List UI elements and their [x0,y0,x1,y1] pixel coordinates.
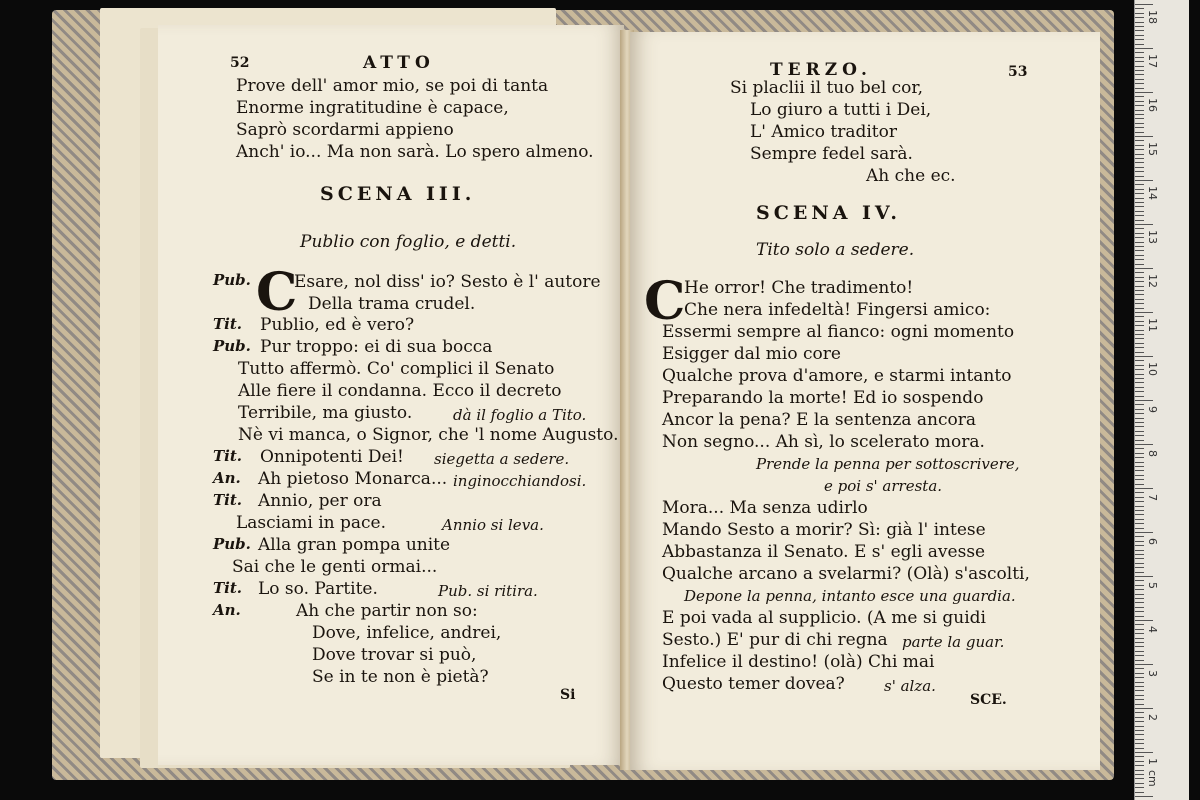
body-line: Infelice il destino! (olà) Chi mai [662,652,935,672]
ruler-tick [1135,224,1153,225]
ruler-tick [1135,598,1144,599]
ruler-tick [1135,479,1144,480]
ruler-tick [1135,695,1144,696]
ruler-tick [1135,554,1144,555]
ruler-tick [1135,176,1144,177]
ruler-tick [1135,756,1144,757]
stage-direction: Annio si leva. [442,516,544,534]
ruler-tick [1135,616,1144,617]
verse-line: Sempre fedel sarà. [750,144,913,164]
ruler-tick [1135,242,1144,243]
ruler-tick [1135,101,1144,102]
ruler-number: 7 [1146,494,1159,501]
ruler-tick [1135,488,1153,489]
ruler-number: 9 [1146,406,1159,413]
ruler-tick [1135,633,1144,634]
dialogue-line: Onnipotenti Dei! [260,447,404,467]
ruler-number: 1 [1146,758,1159,765]
ruler-tick [1135,765,1144,766]
stage-direction: Prende la penna per sottoscrivere, [756,455,1020,473]
stage-direction: Depone la penna, intanto esce una guardia. [684,587,1016,605]
ruler-tick [1135,462,1144,463]
ruler-tick [1135,206,1144,207]
ruler-tick [1135,330,1144,331]
ruler-tick [1135,352,1144,353]
ruler-tick [1135,26,1144,27]
ruler-tick [1135,638,1144,639]
ruler-tick [1135,237,1144,238]
ruler-tick [1135,356,1153,357]
ruler-tick [1135,664,1153,665]
ruler-tick [1135,431,1144,432]
ruler-tick [1135,44,1144,45]
ruler-tick [1135,220,1144,221]
speaker-label: Pub. [213,337,251,355]
page-number: 53 [1008,64,1028,80]
stage-direction: Pub. si ritira. [438,582,538,600]
ruler-tick [1135,162,1144,163]
dialogue-line: Publio, ed è vero? [260,315,415,335]
dialogue-line: Alla gran pompa unite [258,535,451,555]
verse-line: Anch' io... Ma non sarà. Lo spero almeno. [236,142,594,162]
ruler-tick [1135,642,1144,643]
body-line: Qualche prova d'amore, e starmi intanto [662,366,1012,386]
body-line: Mora... Ma senza udirlo [662,498,868,518]
measurement-ruler [1134,0,1189,800]
ruler-tick [1135,255,1144,256]
ruler-tick [1135,316,1144,317]
ruler-tick [1135,708,1153,709]
ruler-tick [1135,444,1153,445]
ruler-tick [1135,299,1144,300]
ruler-tick [1135,717,1144,718]
dialogue-line: Dove trovar si può, [312,645,477,665]
ruler-tick [1135,752,1153,753]
ruler-tick [1135,387,1144,388]
verse-line: Ah che ec. [866,166,956,186]
body-line: Sesto.) E' pur di chi regna [662,630,888,650]
body-line: He orror! Che tradimento! [684,278,914,298]
ruler-tick [1135,532,1153,533]
dialogue-line: Ah pietoso Monarca... [258,469,448,489]
ruler-tick [1135,770,1144,771]
ruler-number: 14 [1146,186,1159,200]
body-line: Mando Sesto a morir? Sì: già l' intese [662,520,986,540]
ruler-tick [1135,167,1144,168]
ruler-tick [1135,712,1144,713]
ruler-tick [1135,528,1144,529]
ruler-tick [1135,682,1144,683]
ruler-tick [1135,792,1144,793]
ruler-tick [1135,558,1144,559]
ruler-tick [1135,22,1144,23]
ruler-tick [1135,721,1144,722]
dialogue-line: Dove, infelice, andrei, [312,623,502,643]
ruler-tick [1135,523,1144,524]
ruler-tick [1135,519,1144,520]
stage-direction: siegetta a sedere. [434,450,570,468]
speaker-label: Pub. [213,535,251,553]
body-line: Ancor la pena? E la sentenza ancora [662,410,976,430]
ruler-tick [1135,123,1144,124]
dialogue-line: Esare, nol diss' io? Sesto è l' autore [294,272,601,292]
stage-direction: e poi s' arresta. [824,477,943,495]
ruler-tick [1135,748,1144,749]
ruler-tick [1135,743,1144,744]
ruler-tick [1135,686,1144,687]
ruler-tick [1135,563,1144,564]
stage-direction: inginocchiandosi. [453,472,587,490]
ruler-number: 5 [1146,582,1159,589]
ruler-tick [1135,259,1144,260]
ruler-tick [1135,79,1144,80]
speaker-label: Pub. [213,271,251,289]
ruler-tick [1135,484,1144,485]
ruler-tick [1135,132,1144,133]
speaker-label: An. [213,469,241,487]
ruler-tick [1135,466,1144,467]
scene-title: SCENA IV. [756,202,901,224]
ruler-tick [1135,281,1144,282]
verse-line: Saprò scordarmi appieno [236,120,454,140]
ruler-tick [1135,536,1144,537]
ruler-tick [1135,8,1144,9]
ruler-tick [1135,655,1144,656]
ruler-tick [1135,673,1144,674]
ruler-number: 15 [1146,142,1159,156]
ruler-tick [1135,4,1153,5]
ruler-tick [1135,739,1144,740]
speaker-label: Tit. [213,447,243,465]
body-line: Preparando la morte! Ed io sospendo [662,388,984,408]
ruler-tick [1135,277,1144,278]
ruler-number: 10 [1146,362,1159,376]
ruler-number: 13 [1146,230,1159,244]
ruler-tick [1135,699,1144,700]
ruler-tick [1135,514,1144,515]
ruler-tick [1135,61,1144,62]
ruler-number: 8 [1146,450,1159,457]
page-number: 52 [230,55,250,71]
ruler-tick [1135,17,1144,18]
ruler-tick [1135,761,1144,762]
catchword: SCE. [970,692,1007,708]
ruler-tick [1135,233,1144,234]
ruler-number: 17 [1146,54,1159,68]
catchword: Si [560,687,576,703]
ruler-tick [1135,114,1144,115]
verse-line: Lo giuro a tutti i Dei, [750,100,932,120]
ruler-tick [1135,140,1144,141]
ruler-number: 3 [1146,670,1159,677]
ruler-tick [1135,171,1144,172]
ruler-tick [1135,211,1144,212]
ruler-tick [1135,396,1144,397]
ruler-tick [1135,303,1144,304]
ruler-tick [1135,189,1144,190]
ruler-tick [1135,506,1144,507]
ruler-tick [1135,422,1144,423]
speaker-label: Tit. [213,491,243,509]
ruler-tick [1135,347,1144,348]
ruler-number: 4 [1146,626,1159,633]
drop-cap: C [256,262,298,323]
ruler-tick [1135,404,1144,405]
body-line: Esigger dal mio core [662,344,841,364]
ruler-tick [1135,646,1144,647]
ruler-tick [1135,778,1144,779]
ruler-tick [1135,369,1144,370]
dialogue-line: Lasciami in pace. [236,513,386,533]
ruler-tick [1135,105,1144,106]
ruler-tick [1135,264,1144,265]
speaker-label: Tit. [213,315,243,333]
ruler-tick [1135,246,1144,247]
ruler-tick [1135,541,1144,542]
ruler-tick [1135,39,1144,40]
ruler-tick [1135,286,1144,287]
ruler-tick [1135,52,1144,53]
ruler-number: 6 [1146,538,1159,545]
ruler-tick [1135,435,1144,436]
ruler-tick [1135,602,1144,603]
verse-line: Prove dell' amor mio, se poi di tanta [236,76,549,96]
dialogue-line: Annio, per ora [258,491,382,511]
ruler-tick [1135,774,1144,775]
ruler-tick [1135,730,1144,731]
ruler-tick [1135,660,1144,661]
ruler-tick [1135,475,1144,476]
speaker-label: An. [213,601,241,619]
ruler-tick [1135,668,1144,669]
ruler-tick [1135,457,1144,458]
ruler-tick [1135,567,1144,568]
ruler-tick [1135,448,1144,449]
ruler-tick [1135,88,1144,89]
ruler-tick [1135,787,1144,788]
ruler-tick [1135,497,1144,498]
ruler-tick [1135,391,1144,392]
ruler-tick [1135,426,1144,427]
ruler-tick [1135,453,1144,454]
ruler-tick [1135,145,1144,146]
ruler-tick [1135,149,1144,150]
ruler-tick [1135,360,1144,361]
ruler-tick [1135,127,1144,128]
ruler-tick [1135,796,1153,797]
ruler-tick [1135,409,1144,410]
ruler-tick [1135,66,1144,67]
verse-line: Si placlii il tuo bel cor, [730,78,924,98]
ruler-tick [1135,202,1144,203]
stage-direction: s' alza. [884,677,936,695]
ruler-tick [1135,290,1144,291]
ruler-tick [1135,585,1144,586]
ruler-tick [1135,492,1144,493]
ruler-tick [1135,734,1144,735]
ruler-tick [1135,510,1144,511]
ruler-tick [1135,343,1144,344]
ruler-tick [1135,783,1144,784]
body-line: Abbastanza il Senato. E s' egli avesse [662,542,986,562]
ruler-tick [1135,440,1144,441]
ruler-tick [1135,184,1144,185]
ruler-tick [1135,312,1153,313]
ruler-tick [1135,382,1144,383]
ruler-tick [1135,154,1144,155]
verse-line: Enorme ingratitudine è capace, [236,98,509,118]
ruler-tick [1135,294,1144,295]
ruler-tick [1135,651,1144,652]
ruler-tick [1135,545,1144,546]
ruler-tick [1135,180,1153,181]
left-page [158,25,624,765]
ruler-tick [1135,70,1144,71]
body-line: E poi vada al supplicio. (A me si guidi [662,608,986,628]
ruler-tick [1135,92,1153,93]
ruler-tick [1135,580,1144,581]
scene-direction: Tito solo a sedere. [756,240,915,260]
ruler-tick [1135,215,1144,216]
ruler-tick [1135,338,1144,339]
dialogue-line: Terribile, ma giusto. [238,403,413,423]
ruler-tick [1135,378,1144,379]
ruler-tick [1135,321,1144,322]
ruler-tick [1135,308,1144,309]
ruler-tick [1135,624,1144,625]
ruler-tick [1135,136,1153,137]
ruler-tick [1135,272,1144,273]
dialogue-line: Alle fiere il condanna. Ecco il decreto [238,381,562,401]
ruler-tick [1135,30,1144,31]
ruler-tick [1135,83,1144,84]
body-line: Non segno... Ah sì, lo scelerato mora. [662,432,985,452]
stage-direction: dà il foglio a Tito. [453,406,587,424]
ruler-tick [1135,607,1144,608]
ruler-tick [1135,325,1144,326]
dialogue-line: Lo so. Partite. [258,579,378,599]
ruler-tick [1135,228,1144,229]
ruler-tick [1135,629,1144,630]
ruler-number: 16 [1146,98,1159,112]
drop-cap: C [644,271,686,332]
ruler-number: 2 [1146,714,1159,721]
body-line: Essermi sempre al fianco: ogni momento [662,322,1015,342]
ruler-tick [1135,594,1144,595]
ruler-tick [1135,576,1153,577]
scene-direction: Publio con foglio, e detti. [300,232,517,252]
ruler-tick [1135,198,1144,199]
ruler-tick [1135,620,1153,621]
ruler-tick [1135,550,1144,551]
ruler-tick [1135,413,1144,414]
ruler-tick [1135,48,1153,49]
ruler-tick [1135,589,1144,590]
stage-direction: parte la guar. [902,633,1005,651]
running-head: TERZO. [770,60,872,80]
verse-line: L' Amico traditor [750,122,897,142]
ruler-tick [1135,418,1144,419]
ruler-tick [1135,726,1144,727]
ruler-tick [1135,690,1144,691]
dialogue-line: Della trama crudel. [308,294,476,314]
dialogue-line: Se in te non è pietà? [312,667,489,687]
body-line: Che nera infedeltà! Fingersi amico: [684,300,991,320]
ruler-tick [1135,611,1144,612]
ruler-unit-label: cm [1146,770,1159,787]
ruler-tick [1135,268,1153,269]
ruler-tick [1135,74,1144,75]
ruler-tick [1135,334,1144,335]
ruler-number: 12 [1146,274,1159,288]
ruler-tick [1135,470,1144,471]
dialogue-line: Tutto affermò. Co' complici il Senato [238,359,555,379]
ruler-tick [1135,374,1144,375]
dialogue-line: Sai che le genti ormai... [232,557,438,577]
ruler-tick [1135,365,1144,366]
right-page [630,32,1100,770]
ruler-tick [1135,13,1144,14]
body-line: Qualche arcano a svelarmi? (Olà) s'ascolti, [662,564,1030,584]
ruler-tick [1135,572,1144,573]
dialogue-line: Ah che partir non so: [296,601,478,621]
ruler-tick [1135,250,1144,251]
running-head: ATTO [363,53,435,73]
ruler-tick [1135,193,1144,194]
ruler-tick [1135,501,1144,502]
ruler-tick [1135,118,1144,119]
body-line: Questo temer dovea? [662,674,845,694]
ruler-tick [1135,400,1153,401]
ruler-tick [1135,96,1144,97]
ruler-tick [1135,704,1144,705]
scene-title: SCENA III. [320,183,476,205]
speaker-label: Tit. [213,579,243,597]
ruler-number: 18 [1146,10,1159,24]
ruler-tick [1135,57,1144,58]
dialogue-line: Nè vi manca, o Signor, che 'l nome Augusto. [238,425,619,445]
ruler-tick [1135,677,1144,678]
dialogue-line: Pur troppo: ei di sua bocca [260,337,493,357]
ruler-tick [1135,110,1144,111]
ruler-tick [1135,158,1144,159]
ruler-number: 11 [1146,318,1159,332]
ruler-tick [1135,35,1144,36]
